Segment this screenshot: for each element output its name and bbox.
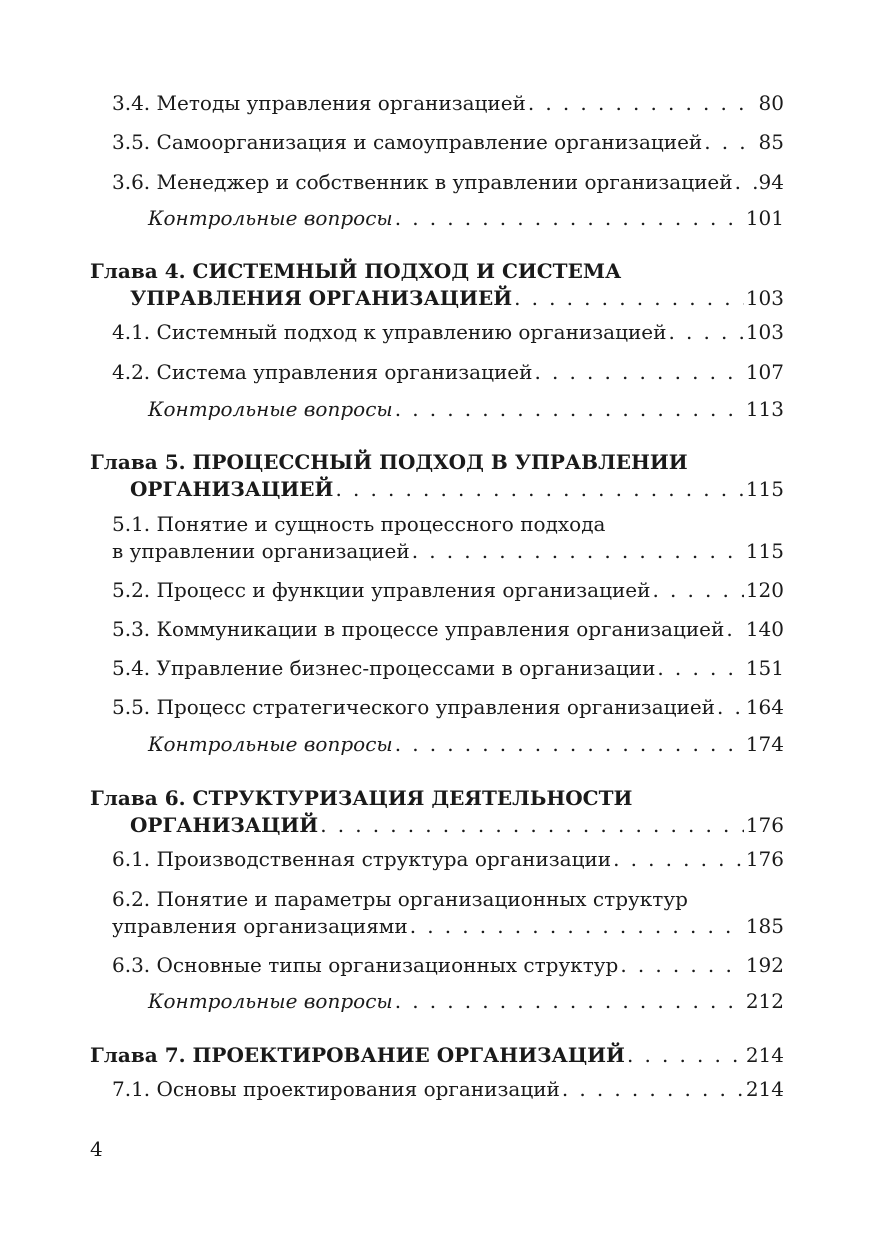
toc-entry-control-questions-4: [0, 396, 784, 423]
entry-page: 120: [745, 578, 784, 602]
entry-title-line1: 5.1. Понятие и сущность процессного подхода: [112, 512, 606, 536]
entry-page: 113: [745, 397, 784, 421]
leader-dots: [335, 476, 743, 503]
entry-page: 140: [745, 617, 784, 641]
leader-dots: [562, 1076, 744, 1103]
chapter-title-line2: ОРГАНИЗАЦИЙ: [130, 813, 319, 837]
toc-entry-6-2: [0, 886, 784, 940]
leader-dots: [395, 731, 744, 758]
entry-page: 115: [745, 477, 784, 501]
toc-chapter-6: [0, 785, 784, 839]
toc-entry-5-4: [0, 655, 784, 682]
toc-entry-3-5: [0, 129, 784, 156]
leader-dots: [735, 169, 757, 196]
leader-dots: [704, 129, 756, 156]
leader-dots: [668, 319, 743, 346]
entry-page: 176: [745, 847, 784, 871]
entry-title: 5.4. Управление бизнес-процессами в организации: [112, 656, 656, 680]
toc-entry-5-1: [0, 511, 784, 565]
toc-chapter-5: [0, 449, 784, 503]
toc-chapter-4: [0, 258, 784, 312]
entry-page: 85: [758, 130, 784, 154]
entry-title: 5.3. Коммуникации в процессе управления организацией: [112, 617, 725, 641]
toc-entry-3-6: [0, 169, 784, 196]
toc-entry-6-3: [0, 952, 784, 979]
leader-dots: [410, 913, 744, 940]
entry-page: 115: [745, 539, 784, 563]
toc-entry-control-questions-5: [0, 731, 784, 758]
entry-title: Контрольные вопросы: [148, 397, 393, 421]
entry-page: 107: [745, 360, 784, 384]
entry-page: 214: [745, 1043, 784, 1067]
toc-entry-6-1: [0, 846, 784, 873]
entry-title: 3.5. Самоорганизация и самоуправление организацией: [112, 130, 703, 154]
leader-dots: [528, 90, 757, 117]
leader-dots: [620, 952, 743, 979]
toc-entry-control-questions-6: [0, 988, 784, 1015]
leader-dots: [395, 988, 744, 1015]
entry-page: 103: [745, 286, 784, 310]
toc-entry-7-1: [0, 1076, 784, 1103]
entry-page: 185: [745, 914, 784, 938]
leader-dots: [395, 205, 744, 232]
leader-dots: [652, 577, 743, 604]
entry-page: 101: [745, 206, 784, 230]
chapter-title-line2: ОРГАНИЗАЦИЕЙ: [130, 477, 334, 501]
toc-entry-5-3: [0, 616, 784, 643]
entry-title: Контрольные вопросы: [148, 732, 393, 756]
leader-dots: [412, 538, 744, 565]
leader-dots: [613, 846, 744, 873]
leader-dots: [320, 812, 744, 839]
leader-dots: [717, 694, 744, 721]
entry-page: 214: [745, 1077, 784, 1101]
entry-page: 151: [745, 656, 784, 680]
entry-title: 3.4. Методы управления организацией: [112, 91, 526, 115]
toc-entry-control-questions-3: [0, 205, 784, 232]
page-number: 4: [90, 1137, 103, 1161]
chapter-title: Глава 7. ПРОЕКТИРОВАНИЕ ОРГАНИЗАЦИЙ: [90, 1043, 625, 1067]
entry-title: 3.6. Менеджер и собственник в управлении организацией: [112, 170, 733, 194]
leader-dots: [514, 285, 744, 312]
leader-dots: [395, 396, 744, 423]
toc-entry-3-4: [0, 90, 784, 117]
leader-dots: [657, 655, 743, 682]
leader-dots: [534, 359, 743, 386]
entry-title: 7.1. Основы проектирования организаций: [112, 1077, 560, 1101]
entry-title: 4.1. Системный подход к управлению организацией: [112, 320, 667, 344]
toc-entry-4-2: [0, 359, 784, 386]
entry-title: Контрольные вопросы: [148, 989, 393, 1013]
chapter-title-line1: Глава 6. СТРУКТУРИЗАЦИЯ ДЕЯТЕЛЬНОСТИ: [90, 786, 633, 810]
entry-page: 103: [745, 320, 784, 344]
entry-title-line2: в управлении организацией: [112, 539, 410, 563]
toc-entry-4-1: [0, 319, 784, 346]
chapter-title-line2: УПРАВЛЕНИЯ ОРГАНИЗАЦИЕЙ: [130, 286, 513, 310]
entry-title: 4.2. Система управления организацией: [112, 360, 533, 384]
leader-dots: [726, 616, 743, 643]
entry-page: 164: [745, 695, 784, 719]
entry-title: 5.2. Процесс и функции управления организацией: [112, 578, 651, 602]
entry-title-line1: 6.2. Понятие и параметры организационных структур: [112, 887, 688, 911]
entry-page: 174: [745, 732, 784, 756]
entry-title: 5.5. Процесс стратегического управления организацией: [112, 695, 715, 719]
toc-entry-5-5: [0, 694, 784, 721]
entry-page: 94: [758, 170, 784, 194]
entry-page: 212: [745, 989, 784, 1013]
chapter-title-line1: Глава 4. СИСТЕМНЫЙ ПОДХОД И СИСТЕМА: [90, 259, 622, 283]
entry-title-line2: управления организациями: [112, 914, 408, 938]
entry-page: 80: [758, 91, 784, 115]
toc-chapter-7: [0, 1042, 784, 1069]
entry-page: 192: [745, 953, 784, 977]
entry-page: 176: [745, 813, 784, 837]
entry-title: 6.3. Основные типы организационных структур: [112, 953, 619, 977]
leader-dots: [627, 1042, 744, 1069]
entry-title: 6.1. Производственная структура организации: [112, 847, 612, 871]
chapter-title-line1: Глава 5. ПРОЦЕССНЫЙ ПОДХОД В УПРАВЛЕНИИ: [90, 450, 688, 474]
entry-title: Контрольные вопросы: [148, 206, 393, 230]
toc-entry-5-2: [0, 577, 784, 604]
